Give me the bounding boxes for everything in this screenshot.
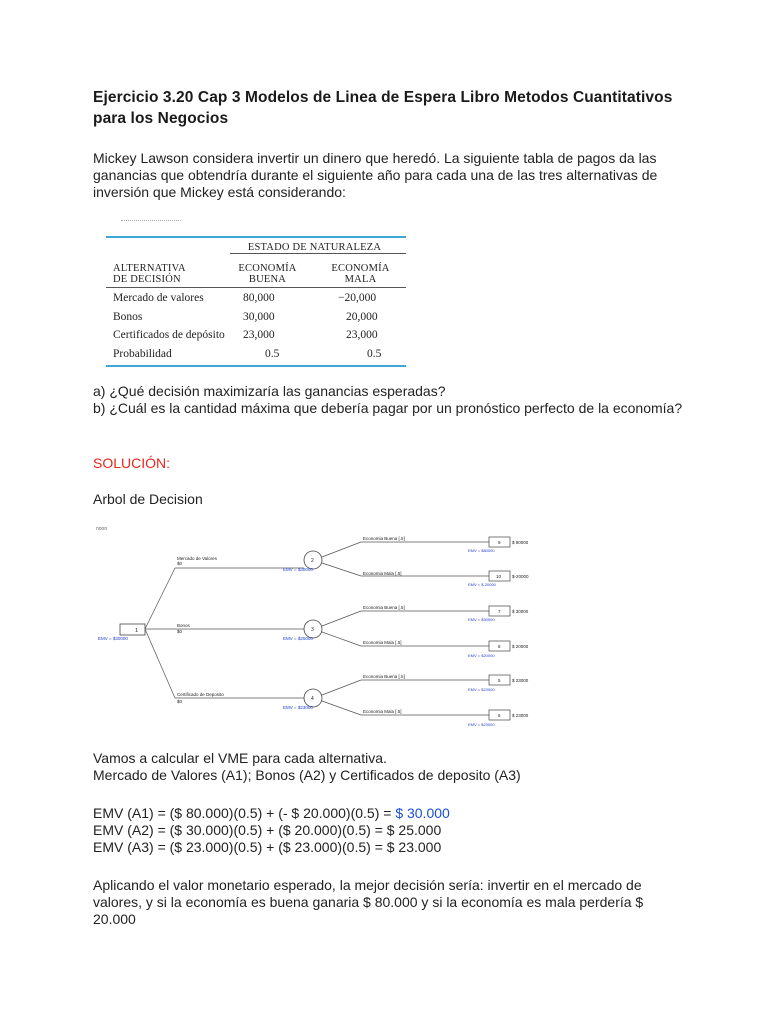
outcome-line <box>322 563 361 576</box>
terminal-id: 5 <box>498 678 501 683</box>
chance-node-emv: EMV = $25000 <box>283 636 313 641</box>
col-header-alternativa: ALTERNATIVA <box>113 263 186 274</box>
branch-label: Certificado de Deposito <box>177 692 224 697</box>
terminal-id: 6 <box>498 713 501 718</box>
terminal-emv: EMV = $23000 <box>468 687 495 692</box>
outcome-line <box>322 701 361 715</box>
emv-a1-formula: EMV (A1) = ($ 80.000)(0.5) + (- $ 20.000)(0.5) = <box>93 805 396 821</box>
table-row-alt: Probabilidad <box>113 348 172 360</box>
payoff-table <box>103 216 408 368</box>
col-header-economia-buena-1: ECONOMÍA <box>238 263 297 274</box>
intro-paragraph: Mickey Lawson considera invertir un dinero que heredó. La siguiente tabla de pagos da las ganancias que obtendría durante el siguiente año para cada una de las tres alternativas de inversión que Mickey está considerando: <box>93 150 658 200</box>
branch-cost: $0 <box>177 629 183 634</box>
branch-cost: $0 <box>177 561 183 566</box>
question-b: b) ¿Cuál es la cantidad máxima que debería pagar por un pronóstico perfecto de la economía? <box>93 399 683 416</box>
vme-intro <box>93 750 683 784</box>
emv-calculations <box>93 805 683 855</box>
outcome-line <box>322 611 361 626</box>
col-header-economia-mala-1: ECONOMÍA <box>331 263 390 274</box>
chance-node-id: 4 <box>311 696 314 702</box>
table-row-good: 80,000 <box>243 292 275 304</box>
table-header-rule <box>106 287 406 288</box>
table-caption-rule <box>121 220 181 222</box>
table-row-bad: 20,000 <box>346 311 378 323</box>
branch-label: Mercado de Valores <box>177 556 217 561</box>
col-header-decision: DE DECISIÓN <box>113 274 181 285</box>
terminal-payoff: $ 80000 <box>512 540 529 545</box>
branch-label: Bonos <box>177 623 190 628</box>
solucion-heading: SOLUCIÓN: <box>93 455 171 471</box>
terminal-emv: EMV = $23000 <box>468 722 495 727</box>
outcome-label: Economia Mala [.5] <box>363 709 402 714</box>
group-header-rule <box>230 253 406 254</box>
terminal-emv: EMV = $80000 <box>468 548 495 553</box>
col-header-economia-buena-2: BUENA <box>248 274 287 285</box>
table-row-good: 23,000 <box>243 329 275 341</box>
terminal-emv: EMV = $20000 <box>468 653 495 658</box>
outcome-label: Economia Mala [.5] <box>363 640 402 645</box>
table-row-good: 0.5 <box>265 348 280 360</box>
chance-node-id: 3 <box>311 627 314 633</box>
chance-node-emv: EMV = $23000 <box>283 705 313 710</box>
chance-node-emv: EMV = $30000 <box>283 567 313 572</box>
outcome-label: Economia Buena [.5] <box>363 536 405 541</box>
table-top-rule <box>106 236 406 238</box>
root-emv: EMV = $30000 <box>98 636 128 641</box>
table-row-bad: 23,000 <box>346 329 378 341</box>
table-bottom-rule <box>106 365 406 367</box>
terminal-id: 9 <box>498 540 501 545</box>
terminal-emv: EMV = $30000 <box>468 617 495 622</box>
col-header-economia-mala-2: MALA <box>344 274 377 285</box>
conclusion-paragraph: Aplicando el valor monetario esperado, la mejor decisión sería: invertir en el mercado de valores, y si la economía es buena ganaria $ 80.000 y si la economía es mala perdería $ 20.000 <box>93 877 644 927</box>
emv-a1-result: $ 30.000 <box>395 805 450 821</box>
table-row-alt: Bonos <box>113 311 143 323</box>
emv-a2: EMV (A2) = ($ 30.000)(0.5) + ($ 20.000)(0.5) = $ 25.000 <box>93 821 442 838</box>
table-row-alt: Mercado de valores <box>113 292 204 304</box>
group-header: ESTADO DE NATURALEZA <box>247 242 382 253</box>
outcome-line <box>322 542 361 557</box>
branch-line <box>145 568 175 629</box>
table-row-bad: −20,000 <box>338 292 377 304</box>
outcome-label: Economia Buena [.5] <box>363 605 405 610</box>
terminal-id: 10 <box>496 574 502 579</box>
terminal-emv: EMV = $-20000 <box>468 582 496 587</box>
arbol-heading: Arbol de Decision <box>93 491 203 507</box>
terminal-payoff: $ 23000 <box>512 678 529 683</box>
terminal-payoff: $ 20000 <box>512 644 529 649</box>
branch-line <box>145 629 175 698</box>
outcome-line <box>322 680 361 695</box>
document-title: Ejercicio 3.20 Cap 3 Modelos de Linea de Espera Libro Metodos Cuantitativos para los Negocios <box>93 89 673 127</box>
root-node-id: 1 <box>135 628 139 634</box>
terminal-id: 7 <box>498 609 501 614</box>
outcome-label: Economia Mala [.5] <box>363 571 402 576</box>
chance-node-id: 2 <box>311 558 314 564</box>
outcome-label: Economia Buena [.5] <box>363 674 405 679</box>
terminal-id: 8 <box>498 644 501 649</box>
table-row-alt: Certificados de depósito <box>113 329 225 341</box>
terminal-payoff: $ 23000 <box>512 713 529 718</box>
root-decision-node <box>120 624 145 635</box>
outcome-line <box>322 632 361 646</box>
tree-corner-label: noon <box>96 526 108 532</box>
emv-a1 <box>93 805 683 822</box>
question-a: a) ¿Qué decisión maximizaría las ganancias esperadas? <box>93 383 446 399</box>
terminal-payoff: $-20000 <box>512 574 529 579</box>
vme-line-1: Vamos a calcular el VME para cada alternativa. <box>93 750 387 766</box>
decision-tree-diagram <box>93 520 533 735</box>
emv-a3: EMV (A3) = ($ 23.000)(0.5) + ($ 23.000)(0.5) = $ 23.000 <box>93 838 442 855</box>
branch-cost: $0 <box>177 699 183 704</box>
table-row-good: 30,000 <box>243 311 275 323</box>
vme-line-2: Mercado de Valores (A1); Bonos (A2) y Certificados de deposito (A3) <box>93 766 521 783</box>
terminal-payoff: $ 30000 <box>512 609 529 614</box>
questions-block <box>93 383 683 417</box>
table-row-bad: 0.5 <box>367 348 382 360</box>
